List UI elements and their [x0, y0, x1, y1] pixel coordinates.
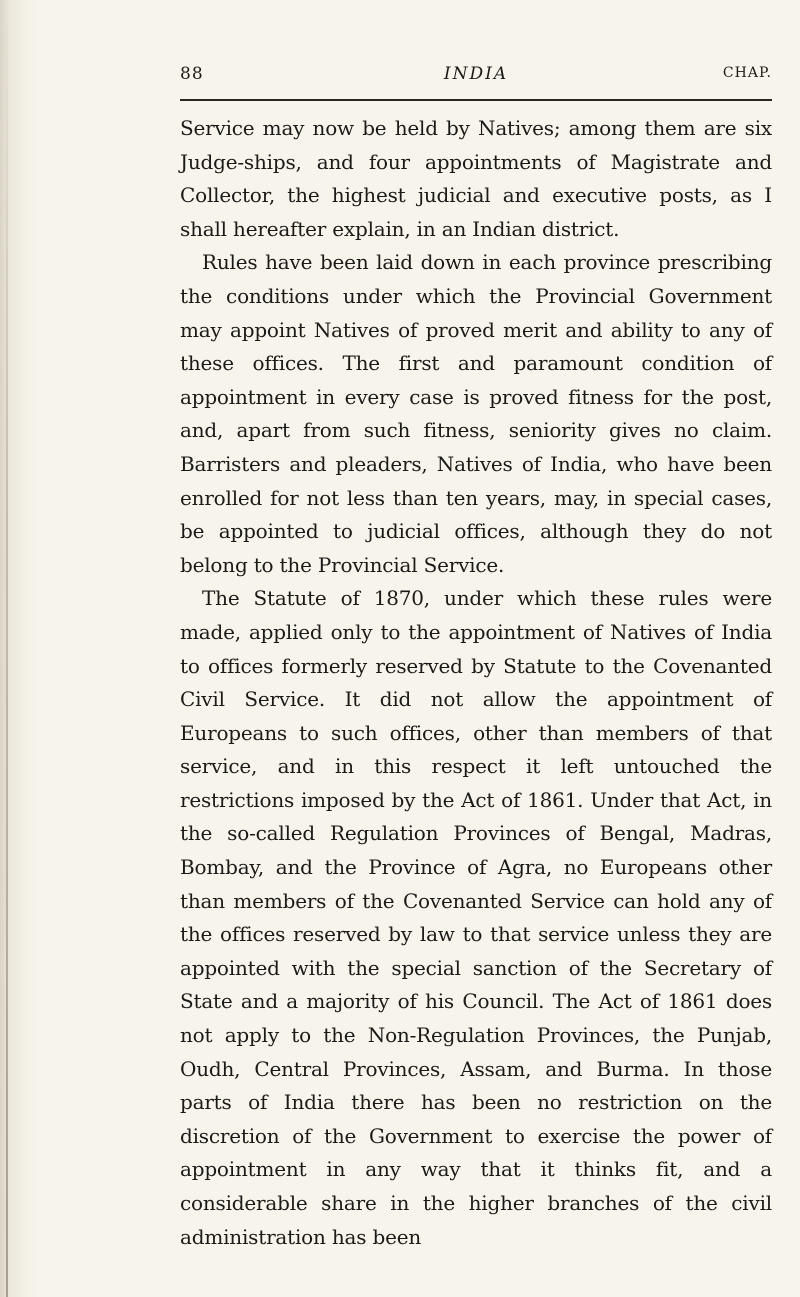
- running-header: [180, 64, 772, 88]
- running-title: INDIA: [443, 64, 509, 84]
- page-gutter-shadow: [0, 0, 38, 1297]
- paragraph: The Statute of 1870, under which these rules were made, applied only to the appointment of Natives of India to offices formerly reserved by Statute to the Covenanted Civil Service. It did not allow the appointment of Europeans to such offices, other than members of that service, and in this respect it left untouched the restrictions imposed by the Act of 1861. Under that Act, in the so-called Regulation Provinces of Bengal, Madras, Bombay, and the Province of Agra, no Europeans other than members of the Covenanted Service can hold any of the offices reserved by law to that service unless they are appointed with the special sanction of the Secretary of State and a majority of his Council. The Act of 1861 does not apply to the Non-Regulation Provinces, the Punjab, Oudh, Central Provinces, Assam, and Burma. In those parts of India there has been no restriction on the discretion of the Government to exercise the power of appointment in any way that it thinks fit, and a considerable share in the higher branches of the civil administration has been: [180, 586, 772, 1249]
- binding-edge: [6, 0, 8, 1297]
- body-text: [180, 112, 772, 1254]
- paragraph: Service may now be held by Natives; among them are six Judge-ships, and four appointments of Magistrate and Collector, the highest judicial and executive posts, as I shall hereafter explain, in an Indian district.: [180, 116, 772, 241]
- page-number: 88: [180, 64, 204, 84]
- header-rule: [180, 99, 772, 101]
- chapter-mark: CHAP.: [722, 65, 772, 81]
- paragraph: Rules have been laid down in each province prescribing the conditions under which the Provincial Government may appoint Natives of proved merit and ability to any of these offices. The first and paramount condition of appointment in every case is proved fitness for the post, and, apart from such fitness, seniority gives no claim. Barristers and pleaders, Natives of India, who have been enrolled for not less than ten years, may, in special cases, be appointed to judicial offices, although they do not belong to the Provincial Service.: [180, 250, 772, 577]
